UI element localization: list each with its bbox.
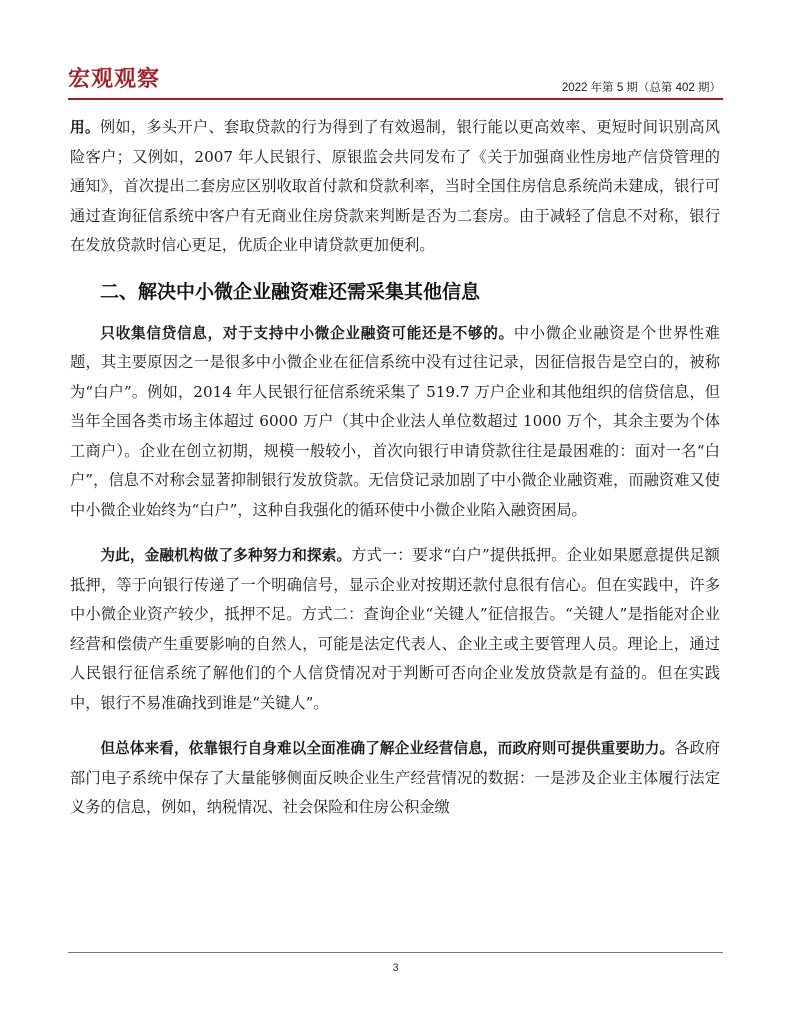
paragraph-lead: 但总体来看，依靠银行自身难以全面准确了解企业经营信息，而政府则可提供重要助力。 [100, 740, 675, 757]
paragraph-text: 中小微企业融资是个世界性难题，其主要原因之一是很多中小微企业在征信系统中没有过往记录，因征信报告是空白的，被称为“白户”。例如，2014 年人民银行征信系统采集了 519.7 万户企业和其他组织的信贷信息，但当年全国各类市场主体超过 6000 万户（其中企业法人单位数超过 1000 万个，其余主要为个体工商户）。企业在创立初期，规模一般较小，首次向银行申请贷款往往是最困难的：面对一名“白户”，信息不对称会显著抑制银行发放贷款。无信贷记录加剧了中小微企业融资难，而融资难又使中小微企业始终为“白户”，这种自我强化的循环使中小微企业陷入融资困局。 [70, 323, 720, 519]
paragraph [70, 541, 720, 718]
paragraph-text: 例如，多头开户、套取贷款的行为得到了有效遏制，银行能以更高效率、更短时间识别高风险客户；又例如，2007 年人民银行、原银监会共同发布了《关于加强商业性房地产信贷管理的通知》，首次提出二套房应区别收取首付款和贷款利率，当时全国住房信息系统尚未建成，银行可通过查询征信系统中客户有无商业住房贷款来判断是否为二套房。由于减轻了信息不对称，银行在发放贷款时信心更足，优质企业申请贷款更加便利。 [70, 118, 720, 254]
paragraph-lead: 只收集信贷信息，对于支持中小微企业融资可能还是不够的。 [100, 324, 514, 342]
journal-title: 宏观观察 [68, 67, 161, 92]
header-divider [68, 98, 723, 100]
paragraph [70, 734, 720, 823]
paragraph-text: 各政府部门电子系统中保存了大量能够侧面反映企业生产经营情况的数据：一是涉及企业主体履行法定义务的信息，例如，纳税情况、社会保险和住房公积金缴 [70, 739, 720, 816]
page-number: 3 [392, 962, 399, 974]
issue-label: 2022 年第 5 期（总第 402 期） [561, 82, 721, 94]
paragraph [70, 319, 720, 526]
footer-divider [68, 952, 723, 953]
paragraph-lead: 为此，金融机构做了多种努力和探索。 [100, 547, 352, 564]
article-body [70, 113, 720, 839]
paragraph-text: 方式一：要求“白户”提供抵押。企业如果愿意提供足额抵押，等于向银行传递了一个明确信号，显示企业对按期还款付息很有信心。但在实践中，许多中小微企业资产较少，抵押不足。方式二：查询企业“关键人”征信报告。“关键人”是指能对企业经营和偿债产生重要影响的自然人，可能是法定代表人、企业主或主要管理人员。理论上，通过人民银行征信系统了解他们的个人信贷情况对于判断可否向企业发放贷款是有益的。但在实践中，银行不易准确找到谁是“关键人”。 [70, 546, 720, 712]
paragraph [70, 113, 720, 261]
paragraph-lead: 用。 [70, 119, 100, 136]
section-heading: 二、解决中小微企业融资难还需采集其他信息 [100, 280, 481, 303]
